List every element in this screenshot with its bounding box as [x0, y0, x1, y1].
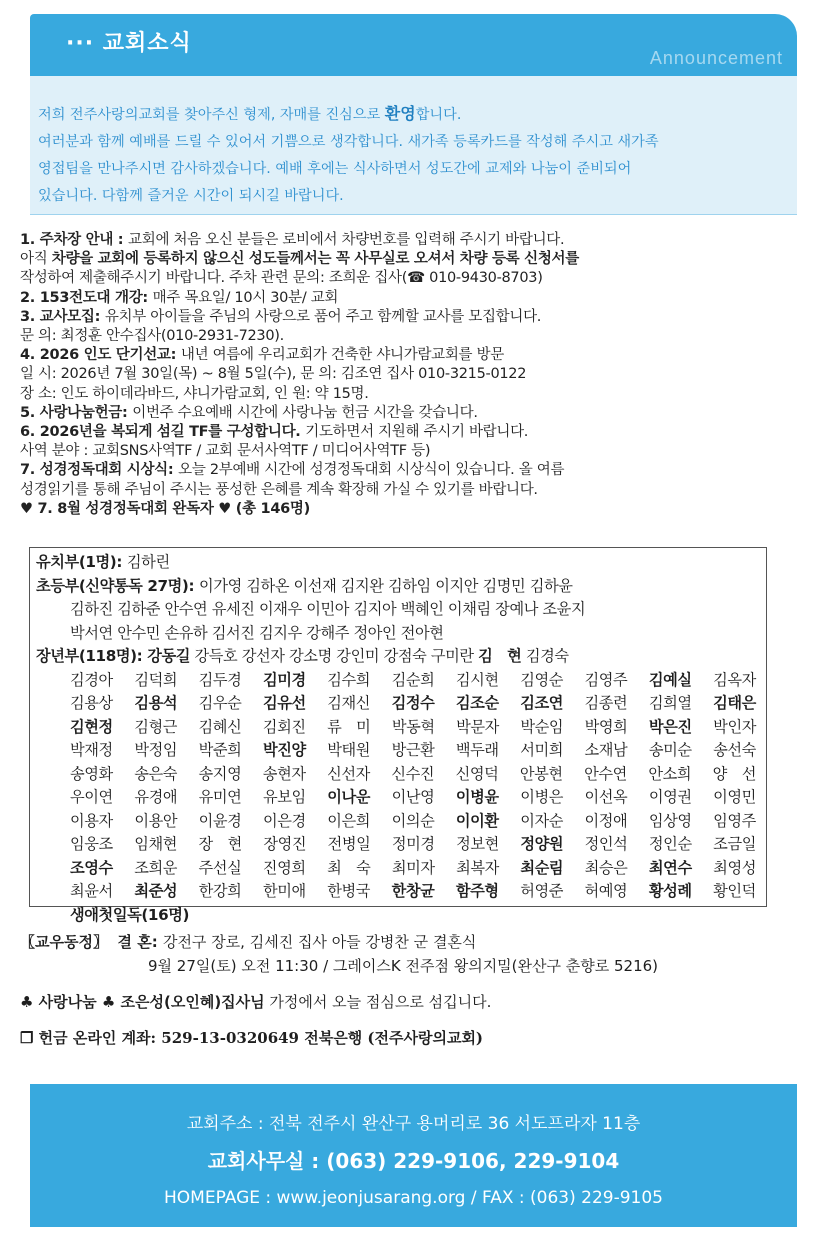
reader-name: 송현자 [262, 764, 306, 783]
reader-name: 허영준 [520, 882, 564, 900]
welcome-box [30, 76, 797, 215]
reader-name: 김태은 [713, 694, 756, 712]
reader-name: 김두경 [198, 670, 242, 689]
reader-name: 김옥자 [713, 670, 756, 689]
love-prefix: ♣ 사랑나눔 ♣ [20, 993, 121, 1011]
reader-name: 김경아 [70, 670, 113, 689]
reader-name: 김수희 [327, 670, 371, 689]
reader-name: 정인순 [648, 835, 692, 853]
reader-name: 최연수 [648, 858, 692, 877]
newborn-line [36, 904, 764, 928]
reader-name: 양 선 [712, 764, 756, 783]
news-item [20, 500, 792, 519]
reader-name: 김경숙 [525, 647, 569, 665]
reader-name: 김미경 [262, 670, 306, 689]
reader-row [36, 669, 764, 693]
reader-name: 이나운 [327, 788, 371, 806]
reader-name: 강동길 [147, 647, 191, 665]
reader-name: 송선숙 [713, 741, 756, 759]
news-item [20, 404, 792, 423]
reader-name: 강선자 [241, 647, 285, 665]
reader-name: 김우순 [198, 694, 242, 712]
welcome-line [38, 129, 788, 156]
kinder-names: 김하린 [126, 553, 170, 571]
reader-name: 이병은 [520, 788, 564, 806]
love-name: 조은성(오인혜)집사님 [120, 993, 265, 1011]
reader-name: 안수연 [584, 764, 627, 783]
news-heading: 2. 153전도대 개강: [20, 289, 153, 306]
reader-name: 송미순 [648, 741, 692, 759]
section-title: ··· 교회소식 [66, 31, 192, 56]
reader-name: 최영성 [713, 858, 756, 877]
reader-name: 유경애 [134, 788, 178, 806]
news-item [20, 289, 792, 308]
reader-name: 박문자 [456, 717, 499, 736]
announcement-header [30, 14, 797, 76]
reader-name: 김형근 [134, 717, 178, 736]
reader-name: 신영덕 [455, 764, 499, 783]
welcome-text: 저희 전주사랑의교회를 찾아주신 형제, 자매를 진심으로 [38, 107, 385, 123]
news-heading: 3. 교사모집: [20, 308, 105, 325]
news-text: 유치부 아이들을 주님의 사랑으로 품어 주고 함께할 교사를 모집합니다. [104, 308, 542, 325]
love-rest: 가정에서 오늘 점심으로 섬깁니다. [264, 993, 492, 1011]
offering-account: ❒ 헌금 온라인 계좌: 529-13-0320649 전북은행 (전주사랑의교회) [20, 1029, 484, 1047]
reader-name: 김 현 [478, 647, 522, 665]
elem-line-2: 김하진 김하준 안수연 유세진 이재우 이민아 김지아 백혜인 이채림 장예나 조윤지 [70, 600, 586, 618]
news-list [20, 231, 792, 519]
reader-name: 강득호 [194, 647, 238, 665]
reader-name: 안봉현 [519, 764, 563, 783]
reader-name: 박정임 [134, 741, 178, 759]
reader-name: 신선자 [327, 764, 370, 783]
news-text: 아직 [20, 251, 52, 268]
welcome-line [38, 156, 788, 183]
reader-name: 강인미 [336, 647, 380, 665]
news-item [20, 308, 792, 327]
welcome-message [38, 100, 788, 210]
reader-name: 이자순 [520, 811, 564, 830]
reader-name: 정보현 [456, 835, 499, 853]
reader-name: 박인자 [713, 717, 756, 736]
reader-name: 진영희 [262, 858, 306, 877]
news-item [20, 423, 792, 442]
news-item [20, 461, 792, 480]
reader-name: 이병윤 [455, 788, 499, 806]
reader-name: 황성례 [648, 882, 692, 900]
reader-name: 강점숙 [383, 647, 427, 665]
reader-name: 안소희 [648, 764, 692, 783]
wedding-line [20, 930, 800, 954]
reader-row [36, 810, 764, 834]
reader-row [36, 857, 764, 881]
reader-name: 김조연 [520, 694, 564, 712]
reader-name: 유미연 [198, 788, 242, 806]
reader-name: 한창균 [391, 882, 435, 900]
reader-name: 김희열 [648, 694, 692, 712]
news-item [20, 327, 792, 346]
reader-name: 김재신 [327, 694, 371, 712]
news-heading: 6. 2026년을 복되게 섬길 TF를 구성합니다. [20, 424, 306, 441]
welcome-line [38, 183, 788, 210]
news-heading: 차량을 교회에 등록하지 않으신 성도들께서는 꼭 사무실로 오셔서 차량 등록 신청서를 [51, 251, 579, 268]
news-text: 교회에 처음 오신 분들은 로비에서 차량번호를 입력해 주시기 바랍니다. [128, 232, 565, 248]
reader-name: 이용안 [134, 811, 178, 830]
church-office: 교회사무실 : (063) 229-9106, 229-9104 [207, 1149, 620, 1173]
reader-name: 임영주 [713, 811, 756, 830]
news-text: 내년 여름에 우리교회가 건축한 샤니가람교회를 방문 [180, 347, 504, 364]
reader-name: 전병일 [327, 835, 371, 853]
reader-name: 박재정 [70, 741, 113, 759]
reader-name: 임웅조 [70, 835, 113, 853]
news-item [20, 385, 792, 404]
news-heading: ♥ 7. 8월 성경정독대회 완독자 ♥ (총 146명) [20, 500, 310, 517]
reader-name: 최순림 [520, 858, 564, 877]
reader-name: 이이환 [455, 811, 499, 830]
church-footer [30, 1084, 797, 1227]
reader-name: 김덕희 [134, 670, 178, 689]
news-text: 일 시: 2026년 7월 30일(목) ~ 8월 5일(수), 문 의: 김조연 집사 010-3215-0122 [20, 366, 527, 383]
reader-name: 이은희 [327, 811, 371, 830]
reader-name: 송지영 [198, 764, 242, 783]
extras [20, 930, 800, 1050]
reader-name: 이윤경 [198, 811, 242, 830]
reader-name: 황인덕 [713, 882, 756, 900]
wedding-info: 강전구 장로, 김세진 집사 아들 강병찬 군 결혼식 [162, 933, 477, 951]
reader-name: 김영순 [520, 670, 564, 689]
adult-line [36, 645, 764, 669]
news-heading: 7. 성경정독대회 시상식: [20, 462, 179, 479]
readers-box [29, 547, 767, 924]
reader-name: 한병국 [327, 882, 371, 900]
reader-row [36, 833, 764, 857]
news-item [20, 250, 792, 269]
reader-name: 이난영 [391, 788, 435, 806]
news-text: 오늘 2부예배 시간에 성경정독대회 시상식이 있습니다. 올 여름 [178, 462, 565, 479]
reader-name: 김용석 [134, 694, 178, 712]
welcome-line [38, 100, 788, 129]
elem-line [36, 575, 764, 599]
kinder-line [36, 551, 764, 575]
reader-name: 김회진 [262, 717, 306, 736]
news-item [20, 365, 792, 384]
reader-row [36, 880, 764, 904]
reader-name: 이용자 [70, 811, 113, 830]
reader-name: 소재남 [584, 741, 628, 759]
reader-name: 박순임 [520, 717, 564, 736]
reader-name: 신수진 [391, 764, 435, 783]
reader-name: 김예실 [648, 670, 692, 689]
reader-name: 최 숙 [327, 858, 371, 877]
reader-name: 김유선 [262, 694, 306, 712]
reader-name: 박태원 [327, 741, 371, 759]
reader-name: 주선실 [198, 858, 242, 877]
news-item [20, 481, 792, 500]
reader-name: 최미자 [391, 858, 435, 877]
reader-name: 강소명 [289, 647, 332, 665]
reader-row [36, 716, 764, 740]
news-item [20, 442, 792, 461]
reader-name: 이의순 [391, 811, 435, 830]
reader-name: 최준성 [134, 882, 178, 900]
reader-name: 한강희 [198, 882, 242, 900]
news-text: 장 소: 인도 하이데라바드, 샤니가람교회, 인 원: 약 15명. [20, 385, 369, 402]
reader-name: 박영희 [584, 717, 628, 736]
reader-name: 최승은 [584, 858, 628, 877]
reader-name: 함주형 [455, 882, 499, 900]
welcome-text: 합니다. [415, 107, 462, 123]
welcome-text: 있습니다. 다함께 즐거운 시간이 되시길 바랍니다. [38, 188, 344, 204]
love-sharing-line [20, 990, 800, 1014]
reader-name: 우이연 [70, 788, 113, 806]
news-text: 성경읽기를 통해 주님이 주시는 풍성한 은혜를 계속 확장해 가실 수 있기를 바랍니다. [20, 481, 538, 498]
news-text: 문 의: 최정훈 안수집사(010-2931-7230). [20, 328, 284, 345]
reader-name: 박준희 [198, 741, 242, 759]
wedding-detail: 9월 27일(토) 오전 11:30 / 그레이스K 전주점 왕의지밀(완산구 춘향로 5216) [148, 957, 659, 975]
reader-name: 이영민 [713, 788, 756, 806]
reader-name: 구미란 [430, 647, 474, 665]
reader-name: 정양원 [520, 835, 564, 853]
news-heading: 4. 2026 인도 단기선교: [20, 347, 181, 364]
reader-name: 이영권 [648, 788, 692, 806]
reader-name: 박은진 [648, 717, 692, 736]
reader-name: 송은숙 [134, 764, 178, 783]
adult-names [36, 669, 764, 904]
news-item [20, 231, 792, 250]
wedding-label: 〖교우동정〗 [20, 933, 108, 951]
reader-name: 정미경 [391, 835, 435, 853]
news-item [20, 346, 792, 365]
reader-name: 장영진 [263, 835, 307, 853]
welcome-emphasis: 환영 [384, 104, 416, 123]
reader-name: 이은경 [262, 811, 306, 830]
reader-name: 정인석 [584, 835, 628, 853]
reader-name: 백두래 [455, 741, 499, 759]
reader-name: 허예영 [584, 882, 628, 900]
news-heading: 5. 사랑나눔헌금: [20, 404, 133, 421]
reader-row [36, 692, 764, 716]
elem-line-3: 박서연 안수민 손유하 김서진 김지우 강해주 정아인 전아현 [70, 623, 444, 642]
reader-name: 한미애 [262, 882, 306, 900]
reader-name: 이정애 [584, 811, 628, 830]
kinder-label: 유치부(1명): [36, 553, 127, 571]
news-item [20, 269, 792, 288]
reader-name: 김종련 [584, 694, 628, 712]
reader-name: 이선옥 [584, 788, 628, 806]
reader-name: 김시현 [455, 670, 499, 689]
elem-names: 이가영 김하온 이선재 김지완 김하임 이지안 김명민 김하윤 [199, 576, 573, 595]
reader-name: 김용상 [70, 694, 113, 712]
newborn-label: 생애첫일독(16명) [70, 905, 190, 924]
reader-name: 김영주 [584, 670, 628, 689]
reader-name: 류 미 [327, 717, 371, 736]
reader-name: 최윤서 [70, 882, 113, 900]
reader-name: 조영수 [70, 858, 113, 877]
adult-label: 장년부(118명): [36, 647, 148, 665]
section-subtitle: Announcement [649, 48, 783, 68]
reader-name: 임상영 [648, 811, 692, 830]
reader-name: 방근환 [391, 741, 435, 759]
reader-name: 조희운 [134, 858, 178, 877]
reader-row [36, 739, 764, 763]
reader-name: 임채현 [134, 835, 178, 853]
reader-name: 유보임 [262, 788, 306, 806]
reader-row [36, 786, 764, 810]
reader-name: 송영화 [70, 764, 113, 783]
reader-name: 조금일 [713, 835, 756, 853]
reader-name: 김순희 [391, 670, 435, 689]
welcome-text: 영접팀을 만나주시면 감사하겠습니다. 예배 후에는 식사하면서 성도간에 교제와 나눔이 준비되어 [38, 161, 632, 177]
reader-name: 김조순 [455, 694, 499, 712]
news-heading: 1. 주차장 안내 : [20, 232, 129, 248]
news-text: 이번주 수요예배 시간에 사랑나눔 헌금 시간을 갖습니다. [132, 404, 478, 421]
wedding-title: 결 혼: [117, 933, 163, 951]
news-text: 작성하여 제출해주시기 바랍니다. 주차 관련 문의: 조희운 집사(☎ 010-9430-8703) [20, 270, 543, 287]
reader-name: 김혜신 [198, 717, 242, 736]
reader-name: 김정수 [391, 694, 435, 712]
news-text: 기도하면서 지원해 주시기 바랍니다. [305, 424, 529, 441]
reader-name: 장 현 [198, 835, 242, 853]
reader-row [36, 763, 764, 787]
news-text: 사역 분야 : 교회SNS사역TF / 교회 문서사역TF / 미디어사역TF 등) [20, 443, 431, 460]
reader-name: 최복자 [456, 858, 499, 877]
reader-name: 박진양 [262, 741, 306, 759]
reader-name: 김현정 [70, 717, 113, 736]
news-text: 매주 목요일/ 10시 30분/ 교회 [152, 289, 339, 306]
reader-name: 서미희 [520, 741, 564, 759]
church-address: 교회주소 : 전북 전주시 완산구 용머리로 36 서도프라자 11층 [186, 1114, 641, 1134]
welcome-text: 여러분과 함께 예배를 드릴 수 있어서 기쁨으로 생각합니다. 새가족 등록카드를 작성해 주시고 새가족 [38, 134, 659, 150]
elem-label: 초등부(신약통독 27명): [36, 576, 200, 595]
church-homepage: HOMEPAGE : www.jeonjusarang.org / FAX : (063) 229-9105 [164, 1188, 663, 1208]
reader-name: 박동혁 [391, 717, 435, 736]
